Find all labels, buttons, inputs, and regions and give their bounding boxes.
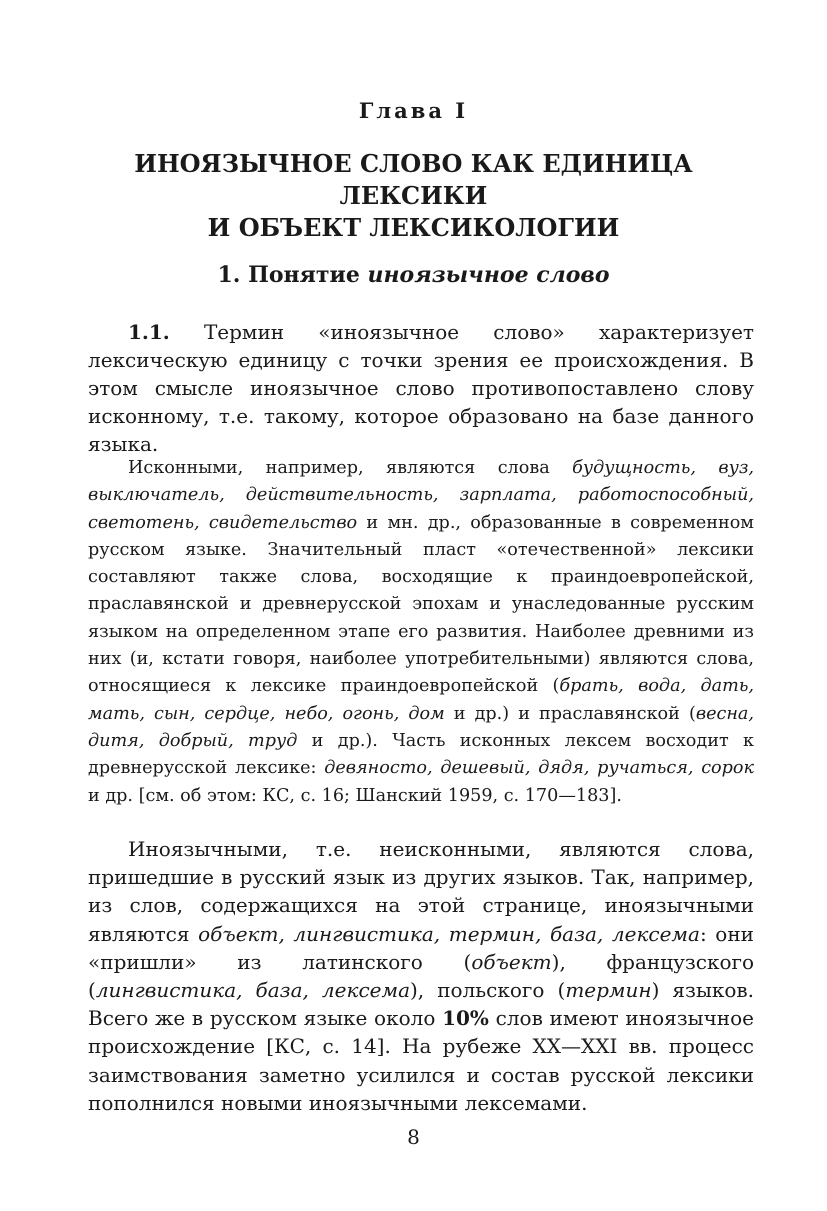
text-run: и мн. др., образованные в современном русском языке. Значительный пласт «отечественной» лексики составляют также слова, восходящие к праиндоевропейской, праславянской и древнерусской эпохам и унаследованные русским языком на определенном этапе его развития. Наиболее древними из них (и, кстати говоря, наиболее употребительными) являются слова, относящиеся к лексике праиндоевропейской ( (88, 512, 754, 697)
example-words: будущность, вуз, выключатель, действительность, зарплата, работоспособный, светотень, свидетельство (88, 458, 755, 533)
section-heading (0, 262, 827, 288)
text-run: и др. [см. об этом: КС, с. 16; Шанский 1959, с. 170—183]. (88, 785, 622, 806)
text-run: Исконными, например, являются слова (128, 458, 573, 478)
paragraph-number: 1.1. (128, 320, 170, 344)
example-words: объект, лингвистика, термин, база, лексема (198, 921, 700, 946)
text-run: и др.). Часть исконных лексем восходит к древнерусской лексике: (88, 730, 754, 779)
paragraph-native-words (88, 455, 754, 810)
chapter-heading: Глава I (358, 98, 469, 123)
chapter-title-line-2: И ОБЪЕКТ ЛЕКСИКОЛОГИИ (207, 213, 620, 242)
example-words: брать, вода, дать, мать, сын, сердце, небо, огонь, дом (88, 676, 754, 724)
text-run: ) языков. Всего же в русском языке около (88, 978, 755, 1031)
text-run: : они «пришли» из латинского ( (88, 921, 755, 974)
page-number: 8 (407, 1125, 420, 1149)
text-run: ), французского ( (88, 949, 755, 1003)
text-run: ), польского ( (410, 978, 566, 1003)
example-words: термин (565, 978, 652, 1003)
text-run: и др.) и праславянской ( (444, 703, 696, 724)
paragraph-text: Термин «иноязычное слово» характеризует лексическую единицу с точки зрения ее происхождения. В этом смысле иноязычное слово противопоставлено слову исконному, т.е. такому, которое образовано на базе данного языка. (88, 320, 754, 456)
chapter-title (80, 148, 747, 244)
percentage-value: 10% (442, 1006, 489, 1031)
example-words: весна, дитя, добрый, труд (88, 703, 755, 751)
example-words: девяносто, дешевый, дядя, ручаться, сорок (324, 758, 755, 779)
section-heading-term: иноязычное слово (367, 262, 610, 288)
example-words: объект (471, 949, 552, 974)
paragraph-foreign-words (88, 835, 754, 1117)
text-run: слов имеют иноязычное происхождение [КС, с. 14]. На рубеже XX—XXI вв. процесс заимствования заметно усилился и состав русской лексики пополнился новыми иноязычными лексемами. (88, 1006, 754, 1115)
chapter-title-line-1: ИНОЯЗЫЧНОЕ СЛОВО КАК ЕДИНИЦА ЛЕКСИКИ (134, 149, 693, 210)
section-heading-prefix: 1. Понятие (217, 262, 368, 288)
text-run: Иноязычными, т.е. неисконными, являются слова, пришедшие в русский язык из других языков. Так, например, из слов, содержащихся на этой странице, иноязычными являются (88, 837, 754, 946)
example-words: лингвистика, база, лексема (95, 978, 410, 1003)
paragraph-1-1 (88, 318, 754, 458)
